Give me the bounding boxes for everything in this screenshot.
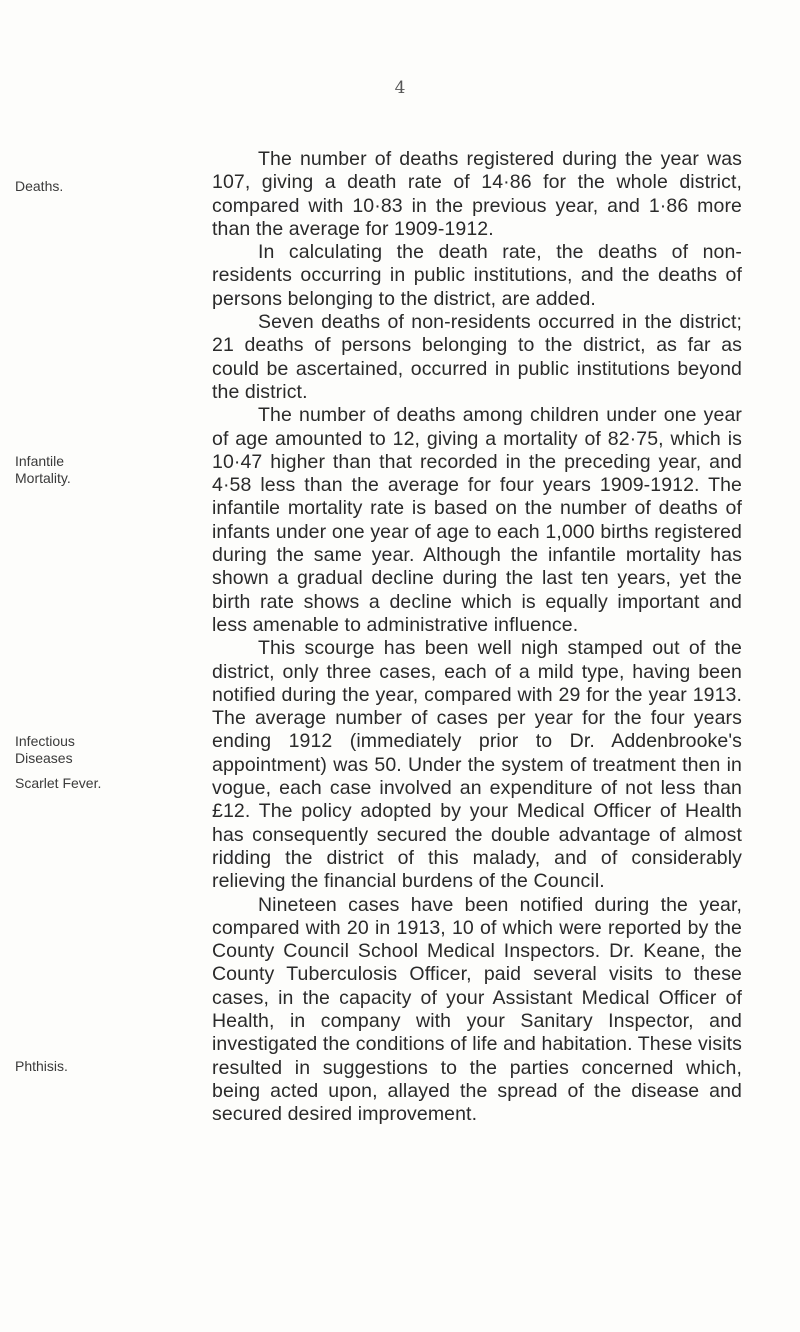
body-text <box>212 148 742 1126</box>
paragraph-death-rate-method: In calculating the death rate, the deaths of non-residents occurring in public institutions, and the deaths of persons belonging to the district, are added. <box>212 241 742 310</box>
margin-note-line: Diseases <box>15 750 73 766</box>
margin-note-deaths: Deaths. <box>15 178 64 194</box>
paragraph-deaths: The number of deaths registered during the year was 107, giving a death rate of 14·86 for the whole district, compared with 10·83 in the previous year, and 1·86 more than the average for 1909-1912. <box>212 148 742 240</box>
margin-note-scarlet-fever: Scarlet Fever. <box>15 775 102 791</box>
margin-note-infectious-diseases <box>15 733 75 767</box>
page-number: 4 <box>394 78 406 98</box>
margin-note-infantile-mortality <box>15 453 71 487</box>
margin-note-line: Infantile <box>15 453 65 469</box>
margin-note-line: Infectious <box>15 733 75 749</box>
margin-note-phthisis: Phthisis. <box>15 1058 68 1074</box>
paragraph-phthisis: Nineteen cases have been notified during the year, compared with 20 in 1913, 10 of which were reported by the County Council School Medical Inspectors. Dr. Keane, the County Tuberculosis Officer, paid several visits to these cases, in the capacity of your Assistant Medical Officer of Health, in company with your Sanitary Inspector, and investigated the conditions of life and habitation. These visits resulted in suggestions to the parties concerned which, being acted upon, allayed the spread of the disease and secured desired improvement. <box>212 893 742 1126</box>
paragraph-non-residents: Seven deaths of non-residents occurred in the district; 21 deaths of persons belonging to the district, as far as could be ascertained, occurred in public institutions beyond the district. <box>212 311 742 403</box>
margin-note-line: Mortality. <box>15 470 71 486</box>
paragraph-scarlet-fever: This scourge has been well nigh stamped out of the district, only three cases, each of a mild type, having been notified during the year, compared with 29 for the year 1913. The average number of cases per year for the four years ending 1912 (immediately prior to Dr. Addenbrooke's appointment) was 50. Under the system of treatment then in vogue, each case involved an expenditure of not less than £12. The policy adopted by your Medical Officer of Health has consequently secured the double advantage of almost ridding the district of this malady, and of considerably relieving the financial burdens of the Council. <box>212 637 742 893</box>
paragraph-infantile-mortality: The number of deaths among children under one year of age amounted to 12, giving a mortality of 82·75, which is 10·47 higher than that recorded in the preceding year, and 4·58 less than the average for four years 1909-1912. The infantile mortality rate is based on the number of deaths of infants under one year of age to each 1,000 births registered during the same year. Although the infantile mortality has shown a gradual decline during the last ten years, yet the birth rate shows a decline which is equally important and less amenable to administrative influence. <box>212 404 742 636</box>
